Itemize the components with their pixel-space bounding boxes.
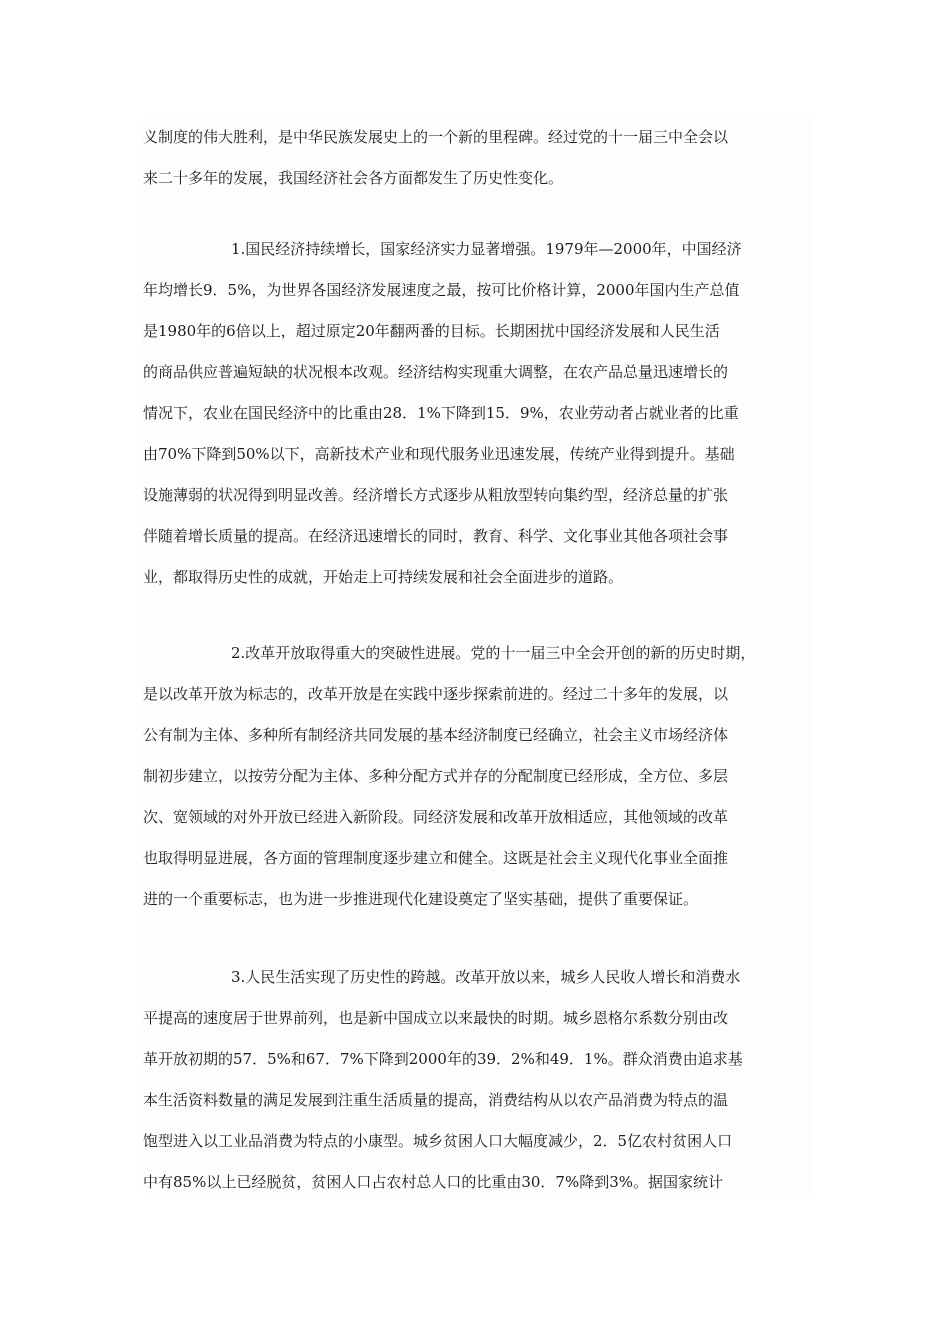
text-line: 也取得明显进展，各方面的管理制度逐步建立和健全。这既是社会主义现代化事业全面推 bbox=[143, 849, 729, 867]
text-line: 是以改革开放为标志的，改革开放是在实践中逐步探索前进的。经过二十多年的发展，以 bbox=[143, 685, 729, 703]
text-line: 平提高的速度居于世界前列，也是新中国成立以来最快的时期。城乡恩格尔系数分别由改 bbox=[143, 1009, 729, 1027]
text-line: 业，都取得历史性的成就，开始走上可持续发展和社会全面进步的道路。 bbox=[143, 568, 624, 586]
text-line: 是1980年的6倍以上，超过原定20年翻两番的目标。长期困扰中国经济发展和人民生活 bbox=[143, 322, 720, 340]
text-line: 1.国民经济持续增长，国家经济实力显著增强。1979年—2000年，中国经济 bbox=[231, 240, 742, 258]
text-line: 公有制为主体、多种所有制经济共同发展的基本经济制度已经确立，社会主义市场经济体 bbox=[143, 726, 729, 744]
text-line: 革开放初期的57．5%和67．7%下降到2000年的39．2%和49．1%。群众消费由追求基 bbox=[143, 1050, 743, 1068]
text-line: 次、宽领域的对外开放已经进入新阶段。同经济发展和改革开放相适应，其他领域的改革 bbox=[143, 808, 729, 826]
text-line: 3.人民生活实现了历史性的跨越。改革开放以来，城乡人民收人增长和消费水 bbox=[231, 968, 741, 986]
text-line: 情况下，农业在国民经济中的比重由28．1%下降到15．9%，农业劳动者占就业者的比重 bbox=[143, 404, 739, 422]
text-line: 的商品供应普遍短缺的状况根本改观。经济结构实现重大调整，在农产品总量迅速增长的 bbox=[143, 363, 729, 381]
text-line: 饱型进入以工业品消费为特点的小康型。城乡贫困人口大幅度减少，2．5亿农村贫困人口 bbox=[143, 1132, 733, 1150]
text-line: 中有85%以上已经脱贫，贫困人口占农村总人口的比重由30．7%降到3%。据国家统计 bbox=[143, 1173, 724, 1191]
text-line: 来二十多年的发展，我国经济社会各方面都发生了历史性变化。 bbox=[143, 169, 564, 187]
text-line: 设施薄弱的状况得到明显改善。经济增长方式逐步从粗放型转向集约型，经济总量的扩张 bbox=[143, 486, 729, 504]
text-line: 义制度的伟大胜利，是中华民族发展史上的一个新的里程碑。经过党的十一届三中全会以 bbox=[143, 128, 729, 146]
text-line: 2.改革开放取得重大的突破性进展。党的十一届三中全会开创的新的历史时期， bbox=[231, 644, 756, 662]
text-block bbox=[143, 117, 811, 1197]
text-line: 制初步建立，以按劳分配为主体、多种分配方式并存的分配制度已经形成，全方位、多层 bbox=[143, 767, 729, 785]
text-line: 本生活资料数量的满足发展到注重生活质量的提高，消费结构从以农产品消费为特点的温 bbox=[143, 1091, 729, 1109]
text-line: 由70%下降到50%以下，高新技术产业和现代服务业迅速发展，传统产业得到提升。基础 bbox=[143, 445, 735, 463]
text-line: 年均增长9．5%，为世界各国经济发展速度之最，按可比价格计算，2000年国内生产总值 bbox=[143, 281, 740, 299]
text-line: 进的一个重要标志，也为进一步推进现代化建设奠定了坚实基础，提供了重要保证。 bbox=[143, 890, 699, 908]
text-line: 伴随着增长质量的提高。在经济迅速增长的同时，教育、科学、文化事业其他各项社会事 bbox=[143, 527, 729, 545]
